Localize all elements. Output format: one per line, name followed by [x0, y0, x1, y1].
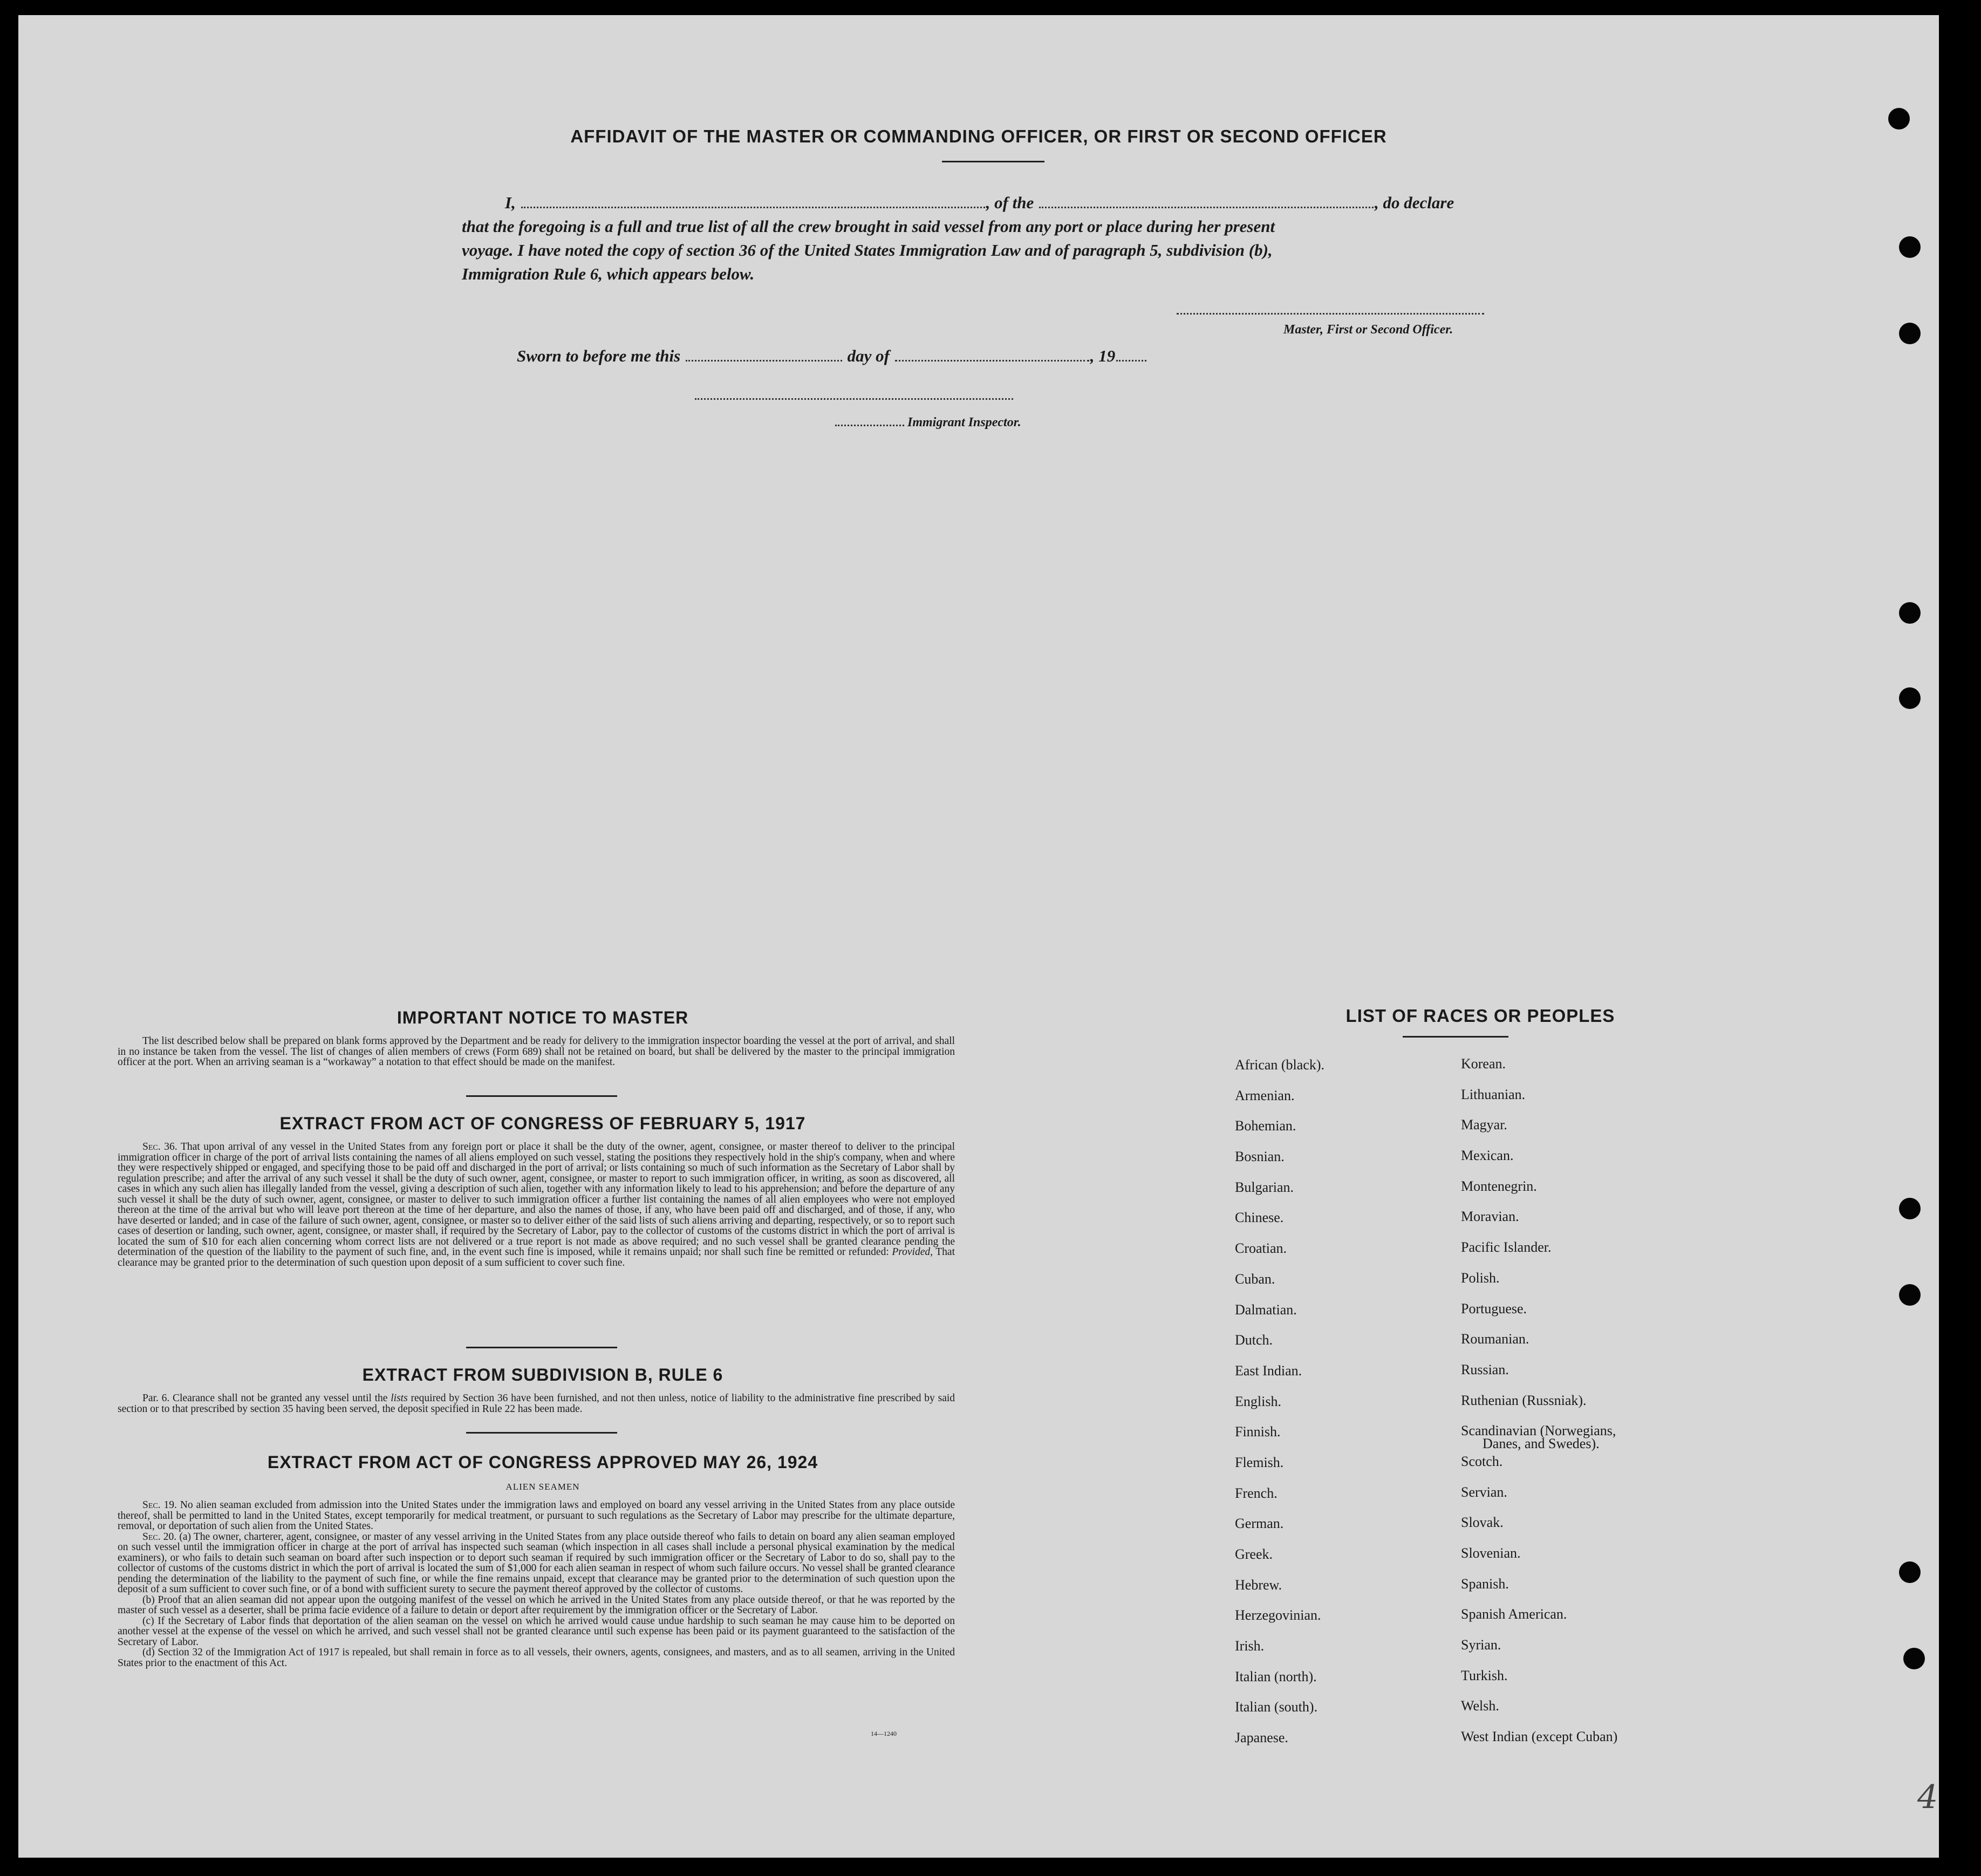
sec-36-text-end: That clearance may be granted prior to the determination of such question upon deposit of a sum sufficient to cover such fine. [118, 1246, 955, 1268]
race-item: West Indian (except Cuban) [1461, 1729, 1618, 1745]
race-item: Pacific Islander. [1461, 1239, 1552, 1256]
punch-hole [1899, 236, 1921, 258]
race-item: Greek. [1235, 1546, 1273, 1562]
punch-hole [1899, 323, 1921, 344]
race-item: Croatian. [1235, 1240, 1287, 1257]
race-item: Dalmatian. [1235, 1301, 1297, 1318]
punch-hole [1888, 108, 1910, 129]
race-item: Dutch. [1235, 1332, 1273, 1348]
race-item: Herzegovinian. [1235, 1607, 1321, 1623]
sworn-label: Sworn to before me this [517, 346, 681, 365]
punch-hole [1903, 1648, 1925, 1669]
race-item-scandinavian [1461, 1423, 1617, 1454]
year-label: , 19 [1090, 346, 1116, 365]
races-title-underline [1403, 1036, 1508, 1038]
sec-20c-text: (c) If the Secretary of Labor finds that deportation of the alien seaman on the vessel on which he arrived would cause undue hardship to such seaman he may cause him to be deported on another vessel at the expense of the vessel on which he arrived, and such vessel shall not be granted clearance until such expense has been paid or its payment guaranteed to the satisfaction of the Secretary of Labor. [118, 1615, 955, 1648]
extract-1917-divider [466, 1347, 617, 1348]
punch-hole [1899, 1561, 1921, 1583]
inspector-signature-blank[interactable] [695, 393, 1013, 400]
race-item: Flemish. [1235, 1454, 1284, 1470]
inspector-label: Immigrant Inspector. [907, 415, 1021, 429]
lists-word: lists [391, 1393, 408, 1404]
sworn-line [517, 344, 1147, 367]
race-item: Russian. [1461, 1361, 1509, 1377]
race-item: Magyar. [1461, 1117, 1507, 1133]
race-item: Polish. [1461, 1270, 1500, 1286]
race-item: Finnish. [1235, 1424, 1281, 1440]
race-item: Moravian. [1461, 1209, 1519, 1225]
extract-1917-title: EXTRACT FROM ACT OF CONGRESS OF FEBRUARY 5, 1917 [279, 1114, 806, 1133]
title-underline [942, 161, 1044, 162]
race-item: Armenian. [1235, 1087, 1295, 1103]
declaration-line-2: that the foregoing is a full and true list of all the crew brought in said vessel from any port or place during her present [462, 217, 1275, 236]
subdivision-b-text [118, 1393, 955, 1414]
sec-20-label: Sec. 20. [142, 1531, 177, 1543]
race-item: Japanese. [1235, 1730, 1288, 1746]
i-label: I, [505, 193, 516, 212]
notice-text [118, 1036, 955, 1068]
punch-hole [1899, 687, 1921, 709]
extract-1924-text [118, 1500, 955, 1668]
sec-36-text: That upon arrival of any vessel in the United States from any foreign port or place it shall be the duty of the owner, agent, consignee, or master thereof to deliver to the principal immigration officer in charge of the port of arrival lists containing the names of all aliens employed on such vessel, stating the positions they respectively hold in the ship's company, when and where they were respectively shipped or engaged, and specifying those to be paid off and discharged in the port of arrival; or lists containing so much of such information as the Secretary of Labor shall by regulation prescribe; and after the arrival of any such vessel it shall be the duty of such owner, agent, consignee, or master to report to such immigration officer, in writing, as soon as discovered, all cases in which any such alien has illegally landed from the vessel, giving a description of such alien, together with any information likely to lead to his apprehension; and before the departure of any such vessel it shall be the duty of such owner, agent, consignee, or master to deliver to such immigration officer a further list containing the names of all alien employees who were not employed thereon at the time of the arrival but who will leave port thereon at the time of her departure, and also the names of those, if any, who have been paid off and discharged, and of those, if any, who have deserted or landed; and in case of the failure of such owner, agent, consignee, or master so to deliver either of the said lists of such aliens arriving and departing, respectively, or so to report such cases of desertion or landing, such owner, agent, consignee, or master shall, if required by the Secretary of Labor, pay to the collector of customs of the customs district in which the port of arrival is located the sum of $10 for each alien concerning whom correct lists are not delivered or a true report is not made as above required; and no such vessel shall be granted clearance pending the determination of the question of the liability to the payment of such fine, and, in the event such fine is imposed, while it remains unpaid; nor shall such fine be remitted or refunded: [118, 1141, 955, 1258]
race-item: Spanish American. [1461, 1606, 1567, 1622]
race-item: Montenegrin. [1461, 1178, 1537, 1194]
page-mark: 4 [1917, 1778, 1938, 1816]
year-blank[interactable] [1116, 354, 1146, 361]
race-item: French. [1235, 1485, 1278, 1501]
do-declare-label: , do declare [1375, 193, 1454, 212]
day-of-label: day of [847, 346, 890, 365]
race-item: Bosnian. [1235, 1149, 1285, 1165]
race-item: Chinese. [1235, 1210, 1284, 1226]
notice-paragraph: The list described below shall be prepared on blank forms approved by the Department and be ready for delivery to the immigration inspector boarding the vessel at the port of arrival, and shall in no instance be taken from the vessel. The list of changes of alien members of crews (Form 689) shall not be retained on board, but shall be delivered by the master to the principal immigration officer at the port. When an arriving seaman is a “workaway” a notation to that effect should be made on the manifest. [118, 1035, 955, 1068]
race-item: Spanish. [1461, 1575, 1509, 1592]
notice-divider [466, 1095, 617, 1097]
form-number: 14—1240 [871, 1730, 897, 1737]
race-item: Lithuanian. [1461, 1086, 1526, 1102]
race-item-scandinavian-line-1: Scandinavian (Norwegians, [1461, 1423, 1616, 1439]
race-item: Slovak. [1461, 1515, 1504, 1531]
sec-36-label: Sec. 36. [142, 1141, 177, 1152]
race-item: English. [1235, 1393, 1281, 1409]
race-item: Irish. [1235, 1638, 1265, 1654]
extract-1917-text [118, 1142, 955, 1268]
race-item: Roumanian. [1461, 1331, 1529, 1347]
sec-20a-text: (a) The owner, charterer, agent, consignee, or master of any vessel arriving in the United States from any place outside thereof who fails to detain on board any alien seaman employed on such vessel until the immigration officer in charge at the port of arrival has inspected such seaman (which inspection in all cases shall include a personal physical examination by the medical examiners), or who fails to detain such seaman on board after such inspection or to deport such seaman if required by such immigration officer or the Secretary of Labor to do so, shall pay to the collector of customs of the customs district in which the port of arrival is located the sum of $1,000 for each alien seaman in respect of whom such failure occurs. No vessel shall be granted clearance pending the determination of the liability to the payment of such fine, or while the fine remains unpaid, except that clearance may be granted prior to the determination of such question upon the deposit of a sum sufficient to cover such fine, or of a bond with sufficient surety to secure the payment thereof approved by the collector of customs. [118, 1531, 955, 1595]
sec-20b-text: (b) Proof that an alien seaman did not appear upon the outgoing manifest of the vessel on which he arrived in the United States from any place outside thereof, or that he was reported by the master of such vessel as a deserter, shall be prima facie evidence of a failure to detain or deport after requirement by the immigration officer or the Secretary of Labor. [118, 1594, 955, 1616]
race-item: Servian. [1461, 1484, 1507, 1500]
day-blank[interactable] [686, 354, 842, 361]
inspector-line [834, 415, 1021, 430]
master-signature-blank[interactable] [1177, 308, 1484, 315]
race-item: Portuguese. [1461, 1300, 1527, 1316]
provided-label: Provided, [892, 1246, 933, 1258]
vessel-blank[interactable] [1039, 201, 1374, 208]
sec-20d-text: (d) Section 32 of the Immigration Act of 1917 is repealed, but shall remain in force as to all vessels, their owners, agents, consignees, and masters, and as to all seamen, arriving in the United States prior to the enactment of this Act. [118, 1647, 955, 1669]
race-item: Bohemian. [1235, 1118, 1296, 1134]
race-item: Italian (south). [1235, 1699, 1318, 1715]
subdivision-b-divider [466, 1432, 617, 1434]
par-6-text-a: Par. 6. Clearance shall not be granted any vessel until the [142, 1393, 388, 1404]
declaration-line-3: voyage. I have noted the copy of section 36 of the United States Immigration Law and of paragraph 5, subdivision (b), [462, 241, 1273, 260]
race-item: Mexican. [1461, 1148, 1514, 1164]
race-item: Ruthenian (Russniak). [1461, 1392, 1587, 1408]
race-item: Italian (north). [1235, 1668, 1317, 1684]
race-item: Korean. [1461, 1056, 1506, 1072]
race-item: Welsh. [1461, 1698, 1499, 1714]
sec-19-text: No alien seaman excluded from admission into the United States under the immigration laws and employed on board any vessel arriving in the United States from any place outside thereof, shall be permitted to land in the United States, except temporarily for medical treatment, or pursuant to such regulations as the Secretary of Labor may prescribe for the ultimate departure, removal, or deportation of such alien from the United States. [118, 1499, 955, 1532]
race-item: Syrian. [1461, 1637, 1501, 1653]
race-item: Cuban. [1235, 1271, 1275, 1287]
affidavit-title: AFFIDAVIT OF THE MASTER OR COMMANDING OFFICER, OR FIRST OR SECOND OFFICER [570, 126, 1387, 146]
race-item-scandinavian-line-2: Danes, and Swedes). [1483, 1436, 1600, 1452]
race-item: Scotch. [1461, 1453, 1503, 1469]
extract-1924-title: EXTRACT FROM ACT OF CONGRESS APPROVED MAY 26, 1924 [267, 1452, 818, 1472]
race-item: Bulgarian. [1235, 1179, 1294, 1195]
of-the-label: , of the [986, 193, 1034, 212]
race-item: German. [1235, 1516, 1284, 1532]
declaration-line-4: Immigration Rule 6, which appears below. [462, 264, 755, 283]
document-page [18, 15, 1939, 1858]
month-blank[interactable] [895, 354, 1089, 361]
par-6-text-b: required by Section 36 have been furnished, and not then unless, notice of liability to the administrative fine prescribed by said section or to that prescribed by section 35 having been served, the deposit specified in Rule 22 has been made. [118, 1393, 955, 1415]
name-blank[interactable] [521, 201, 985, 208]
subdivision-b-title: EXTRACT FROM SUBDIVISION B, RULE 6 [362, 1365, 723, 1384]
punch-hole [1899, 602, 1921, 624]
races-title: LIST OF RACES OR PEOPLES [1345, 1006, 1615, 1026]
race-item: Turkish. [1461, 1667, 1508, 1683]
races-column-1 [1235, 1058, 1324, 1761]
master-signature-label: Master, First or Second Officer. [1283, 323, 1453, 337]
punch-hole [1899, 1284, 1921, 1306]
alien-seamen-subtitle: ALIEN SEAMEN [506, 1482, 580, 1492]
races-column-2 [1461, 1056, 1617, 1760]
race-item: East Indian. [1235, 1362, 1302, 1379]
race-item: African (black). [1235, 1057, 1325, 1073]
inspector-dots [835, 419, 904, 426]
race-item: Hebrew. [1235, 1577, 1282, 1593]
notice-title: IMPORTANT NOTICE TO MASTER [397, 1008, 689, 1027]
punch-hole [1899, 1198, 1921, 1219]
declaration-line-1 [505, 191, 1454, 214]
sec-19-label: Sec. 19. [142, 1499, 177, 1511]
race-item: Slovenian. [1461, 1545, 1521, 1561]
